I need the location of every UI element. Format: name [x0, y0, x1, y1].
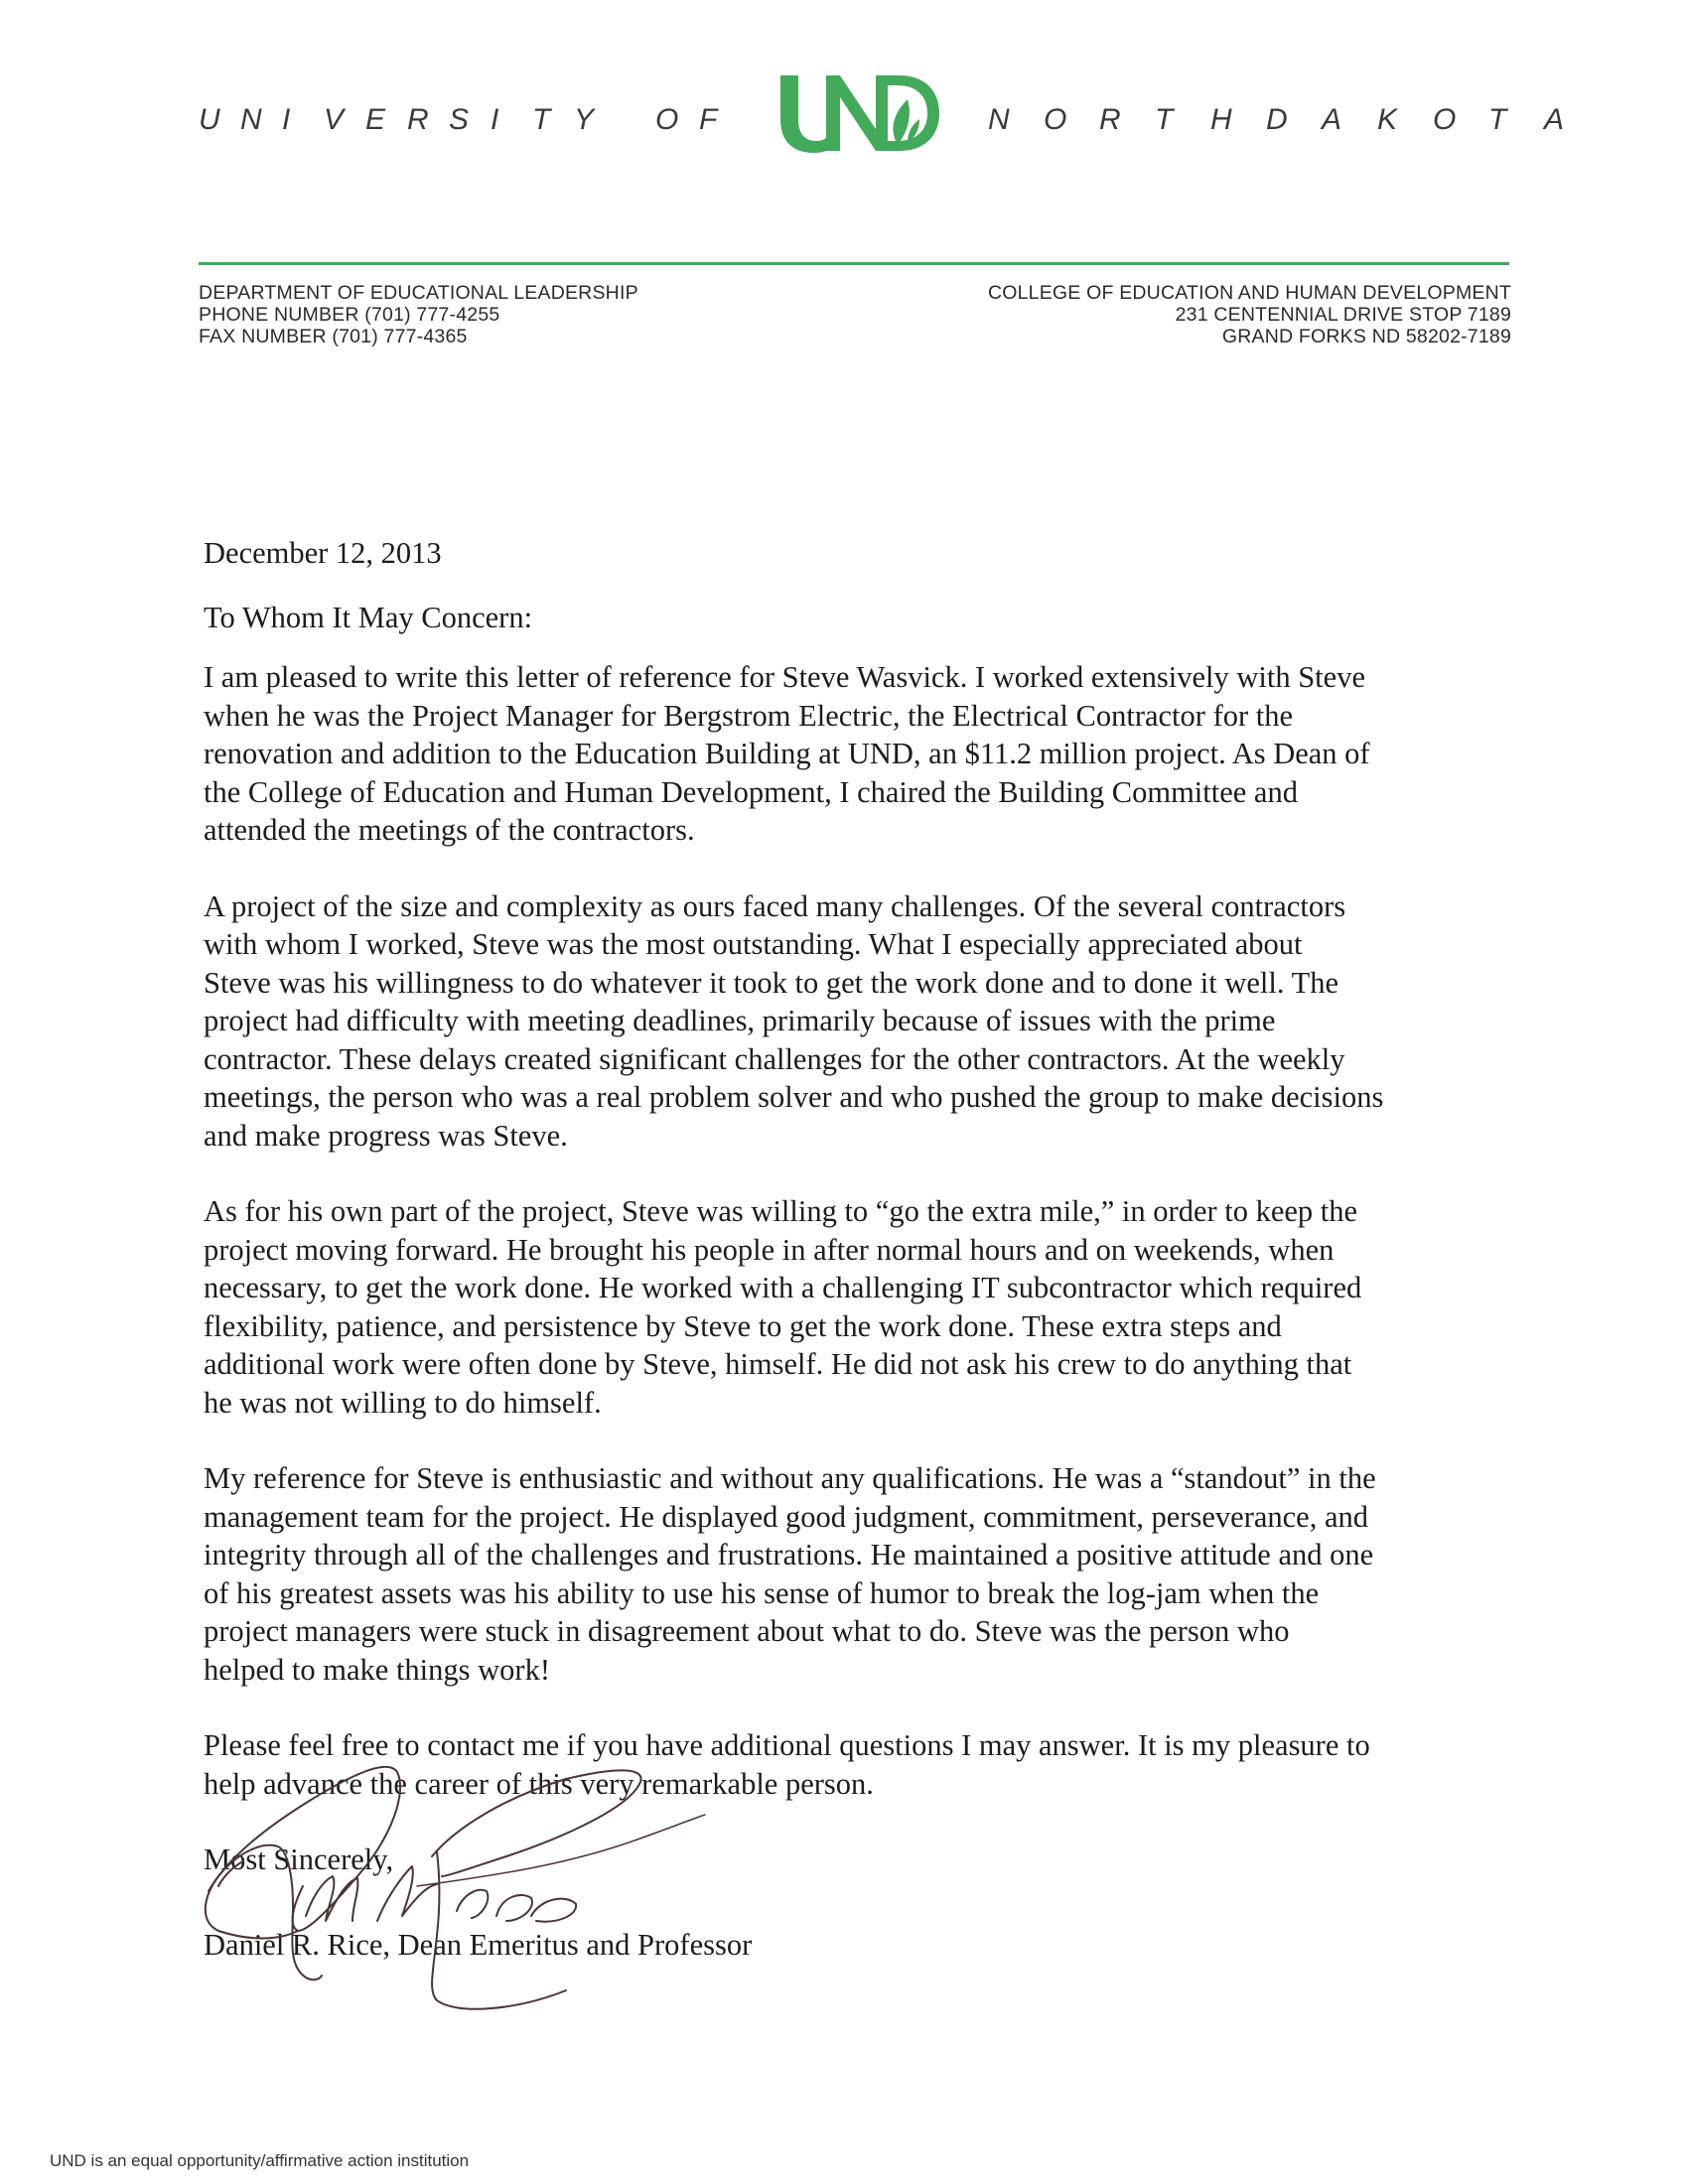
text-line: help advance the career of this very remarkable person. [204, 1766, 874, 1801]
text-line: helped to make things work! [204, 1652, 550, 1687]
paragraph-2 [204, 887, 1514, 1156]
letter-date: December 12, 2013 [204, 536, 442, 570]
masthead-letter: H [1210, 103, 1232, 136]
paragraph-4 [204, 1459, 1514, 1689]
masthead-letter: N [240, 103, 262, 136]
phone-number: PHONE NUMBER (701) 777-4255 [199, 304, 500, 326]
text-line: My reference for Steve is enthusiastic and without any qualifications. He was a “standout” in the [204, 1461, 1376, 1495]
text-line: with whom I worked, Steve was the most outstanding. What I especially appreciated about [204, 927, 1303, 961]
masthead-letter: Y [574, 103, 595, 136]
letter-body [204, 534, 1514, 1879]
text-line: As for his own part of the project, Steve was willing to “go the extra mile,” in order to keep the [204, 1194, 1358, 1228]
text-line: Steve was his willingness to do whatever it took to get the work done and to done it well. The [204, 965, 1338, 1000]
masthead-letter: O [1044, 103, 1067, 136]
masthead-letter: U [199, 103, 220, 136]
text-line: meetings, the person who was a real problem solver and who pushed the group to make decisions [204, 1080, 1384, 1114]
text-line: management team for the project. He displayed good judgment, commitment, perseverance, and [204, 1499, 1368, 1534]
paragraph-1 [204, 658, 1514, 850]
college-address-block [988, 282, 1511, 347]
text-line: project had difficulty with meeting deadlines, primarily because of issues with the prime [204, 1004, 1276, 1037]
masthead-letter: I [491, 103, 499, 136]
street-address: 231 CENTENNIAL DRIVE STOP 7189 [1175, 304, 1511, 326]
text-line: renovation and addition to the Education Building at UND, an $11.2 million project. As Dean of [204, 737, 1370, 770]
department-contact-block [199, 282, 638, 347]
masthead-letter: D [1266, 103, 1288, 136]
paragraph-3 [204, 1192, 1514, 1422]
text-line: project moving forward. He brought his people in after normal hours and on weekends, when [204, 1232, 1335, 1267]
text-line: I am pleased to write this letter of reference for Steve Wasvick. I worked extensively with Steve [204, 660, 1365, 694]
masthead-dakota [1266, 103, 1600, 137]
text-line: flexibility, patience, and persistence by Steve to get the work done. These extra steps and [204, 1308, 1282, 1343]
masthead-letter: F [699, 103, 718, 136]
letterhead-divider [199, 262, 1509, 265]
salutation: To Whom It May Concern: [204, 600, 533, 634]
text-line: additional work were often done by Steve, himself. He did not ask his crew to do anything that [204, 1347, 1352, 1381]
text-line: necessary, to get the work done. He worked with a challenging IT subcontractor which required [204, 1271, 1362, 1304]
masthead-letter: V [324, 103, 345, 136]
masthead-letter: E [365, 103, 386, 136]
masthead-letter: I [282, 103, 291, 136]
masthead-letter: T [532, 103, 551, 136]
equal-opportunity-footer: UND is an equal opportunity/affirmative action institution [50, 2151, 470, 2170]
city-state-zip: GRAND FORKS ND 58202-7189 [1221, 326, 1511, 347]
masthead-letter: N [988, 103, 1010, 136]
masthead [199, 87, 1565, 157]
text-line: A project of the size and complexity as ours faced many challenges. Of the several contractors [204, 888, 1346, 923]
masthead-of [655, 103, 743, 137]
masthead-university [199, 103, 616, 137]
closing: Most Sincerely, [204, 1843, 394, 1876]
college-name: COLLEGE OF EDUCATION AND HUMAN DEVELOPMENT [987, 282, 1511, 304]
masthead-letter: T [1155, 103, 1174, 136]
text-line: attended the meetings of the contractors. [204, 813, 695, 847]
text-line: Please feel free to contact me if you have additional questions I may answer. It is my pleasure to [204, 1728, 1370, 1762]
und-logo-icon [774, 71, 943, 155]
text-line: contractor. These delays created significant challenges for the other contractors. At the weekly [204, 1041, 1345, 1076]
masthead-letter: K [1377, 103, 1398, 136]
paragraph-5 [204, 1726, 1514, 1803]
text-line: and make progress was Steve. [204, 1118, 568, 1153]
masthead-letter: O [1433, 103, 1457, 136]
text-line: when he was the Project Manager for Bergstrom Electric, the Electrical Contractor for the [204, 698, 1294, 733]
text-line: the College of Education and Human Development, I chaired the Building Committee and [204, 774, 1298, 809]
signer-name-title: Daniel R. Rice, Dean Emeritus and Professor [204, 1928, 753, 1962]
department-name: DEPARTMENT OF EDUCATIONAL LEADERSHIP [199, 282, 638, 304]
masthead-letter: O [655, 103, 679, 136]
masthead-letter: T [1488, 103, 1507, 136]
masthead-letter: A [1322, 103, 1342, 136]
masthead-letter: R [1099, 103, 1121, 136]
masthead-letter: S [449, 103, 470, 136]
masthead-letter: A [1544, 103, 1565, 136]
text-line: he was not willing to do himself. [204, 1385, 602, 1420]
text-line: of his greatest assets was his ability to use his sense of humor to break the log-jam when the [204, 1575, 1320, 1610]
fax-number: FAX NUMBER (701) 777-4365 [199, 326, 468, 347]
text-line: project managers were stuck in disagreement about what to do. Steve was the person who [204, 1614, 1290, 1648]
text-line: integrity through all of the challenges and frustrations. He maintained a positive attitude and one [204, 1538, 1374, 1571]
masthead-north [988, 103, 1266, 137]
masthead-letter: R [407, 103, 429, 136]
